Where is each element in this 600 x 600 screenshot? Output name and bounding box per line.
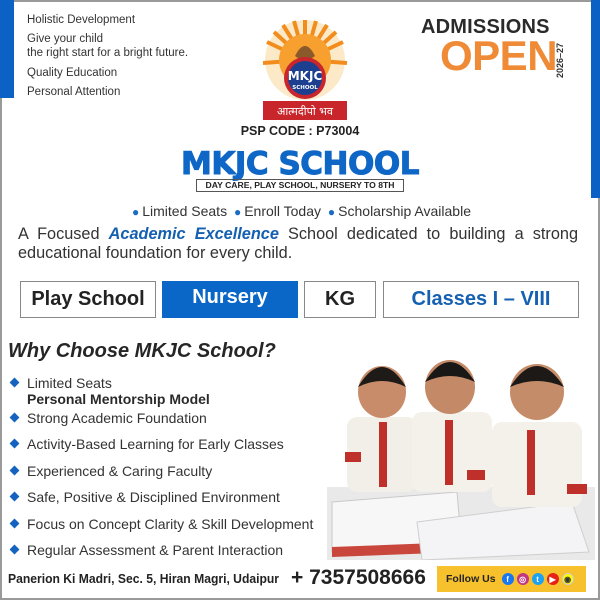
- twitter-icon[interactable]: t: [532, 573, 544, 585]
- diamond-bullet-icon: [10, 518, 20, 528]
- admissions-open: OPEN: [440, 32, 558, 79]
- features-line: [0, 203, 600, 219]
- bullet-dot-icon: ●: [233, 205, 242, 219]
- class-tab-classes[interactable]: Classes I – VIII: [383, 281, 579, 318]
- svg-text:आत्मदीपो भव: आत्मदीपो भव: [276, 105, 334, 118]
- diamond-bullet-icon: [10, 439, 20, 449]
- school-address: Panerion Ki Madri, Sec. 5, Hiran Magri, Udaipur: [8, 571, 280, 586]
- list-item: Safe, Positive & Disciplined Environment: [10, 489, 313, 515]
- diamond-bullet-icon: [10, 545, 20, 555]
- follow-us-bar: [437, 566, 586, 592]
- facebook-icon[interactable]: f: [502, 573, 514, 585]
- admissions-title: ADMISSIONS: [421, 16, 550, 38]
- tagline-give-child: Give your child the right start for a bright future.: [27, 33, 189, 59]
- school-name: MKJC SCHOOL: [181, 146, 419, 182]
- diamond-bullet-icon: [10, 465, 20, 475]
- list-item: Experienced & Caring Faculty: [10, 463, 313, 489]
- class-tab-play-school[interactable]: Play School: [20, 281, 156, 318]
- students-writing-photo: [327, 352, 595, 560]
- instagram-icon[interactable]: ◎: [517, 573, 529, 585]
- tagline-quality: Quality Education: [27, 67, 118, 79]
- bullet-dot-icon: ●: [327, 205, 336, 219]
- youtube-icon[interactable]: ▶: [547, 573, 559, 585]
- psp-code: PSP CODE : P73004: [240, 124, 360, 138]
- list-item: Strong Academic Foundation: [10, 410, 313, 436]
- session-year: 2026–27: [555, 42, 565, 78]
- tagline-block: [27, 13, 188, 104]
- left-accent-bar: [0, 0, 14, 98]
- follow-us-label: Follow Us: [446, 573, 496, 585]
- snapchat-icon[interactable]: ◉: [562, 573, 574, 585]
- tagline-holistic: Holistic Development: [27, 14, 136, 26]
- svg-text:MKJC: MKJC: [287, 69, 323, 83]
- class-tab-nursery[interactable]: Nursery: [162, 281, 298, 318]
- list-item: Focus on Concept Clarity & Skill Development: [10, 516, 313, 542]
- diamond-bullet-icon: [10, 378, 20, 388]
- list-item: Activity-Based Learning for Early Classes: [10, 436, 313, 462]
- tagline-attention: Personal Attention: [27, 86, 121, 98]
- school-logo: [255, 18, 355, 128]
- diamond-bullet-icon: [10, 413, 20, 423]
- intro-emphasis: Academic Excellence: [108, 225, 279, 243]
- intro-paragraph: A Focused Academic Excellence School dedicated to building a strong educational foundation for every child.: [18, 225, 578, 262]
- list-item: Regular Assessment & Parent Interaction: [10, 542, 313, 568]
- why-heading: Why Choose MKJC School?: [8, 340, 276, 362]
- school-subtitle: DAY CARE, PLAY SCHOOL, NURSERY TO 8TH: [196, 179, 404, 192]
- phone-number[interactable]: + 7357508666: [291, 566, 426, 589]
- diamond-bullet-icon: [10, 492, 20, 502]
- feature-enroll-today: Enroll Today: [244, 203, 322, 219]
- feature-scholarship: Scholarship Available: [338, 203, 471, 219]
- list-item: Limited Seats Personal Mentorship Model: [10, 375, 313, 410]
- bullet-dot-icon: ●: [132, 205, 140, 219]
- reasons-list: [10, 375, 313, 568]
- svg-text:SCHOOL: SCHOOL: [292, 85, 318, 91]
- class-tab-kg[interactable]: KG: [304, 281, 376, 318]
- feature-limited-seats: Limited Seats: [142, 203, 228, 219]
